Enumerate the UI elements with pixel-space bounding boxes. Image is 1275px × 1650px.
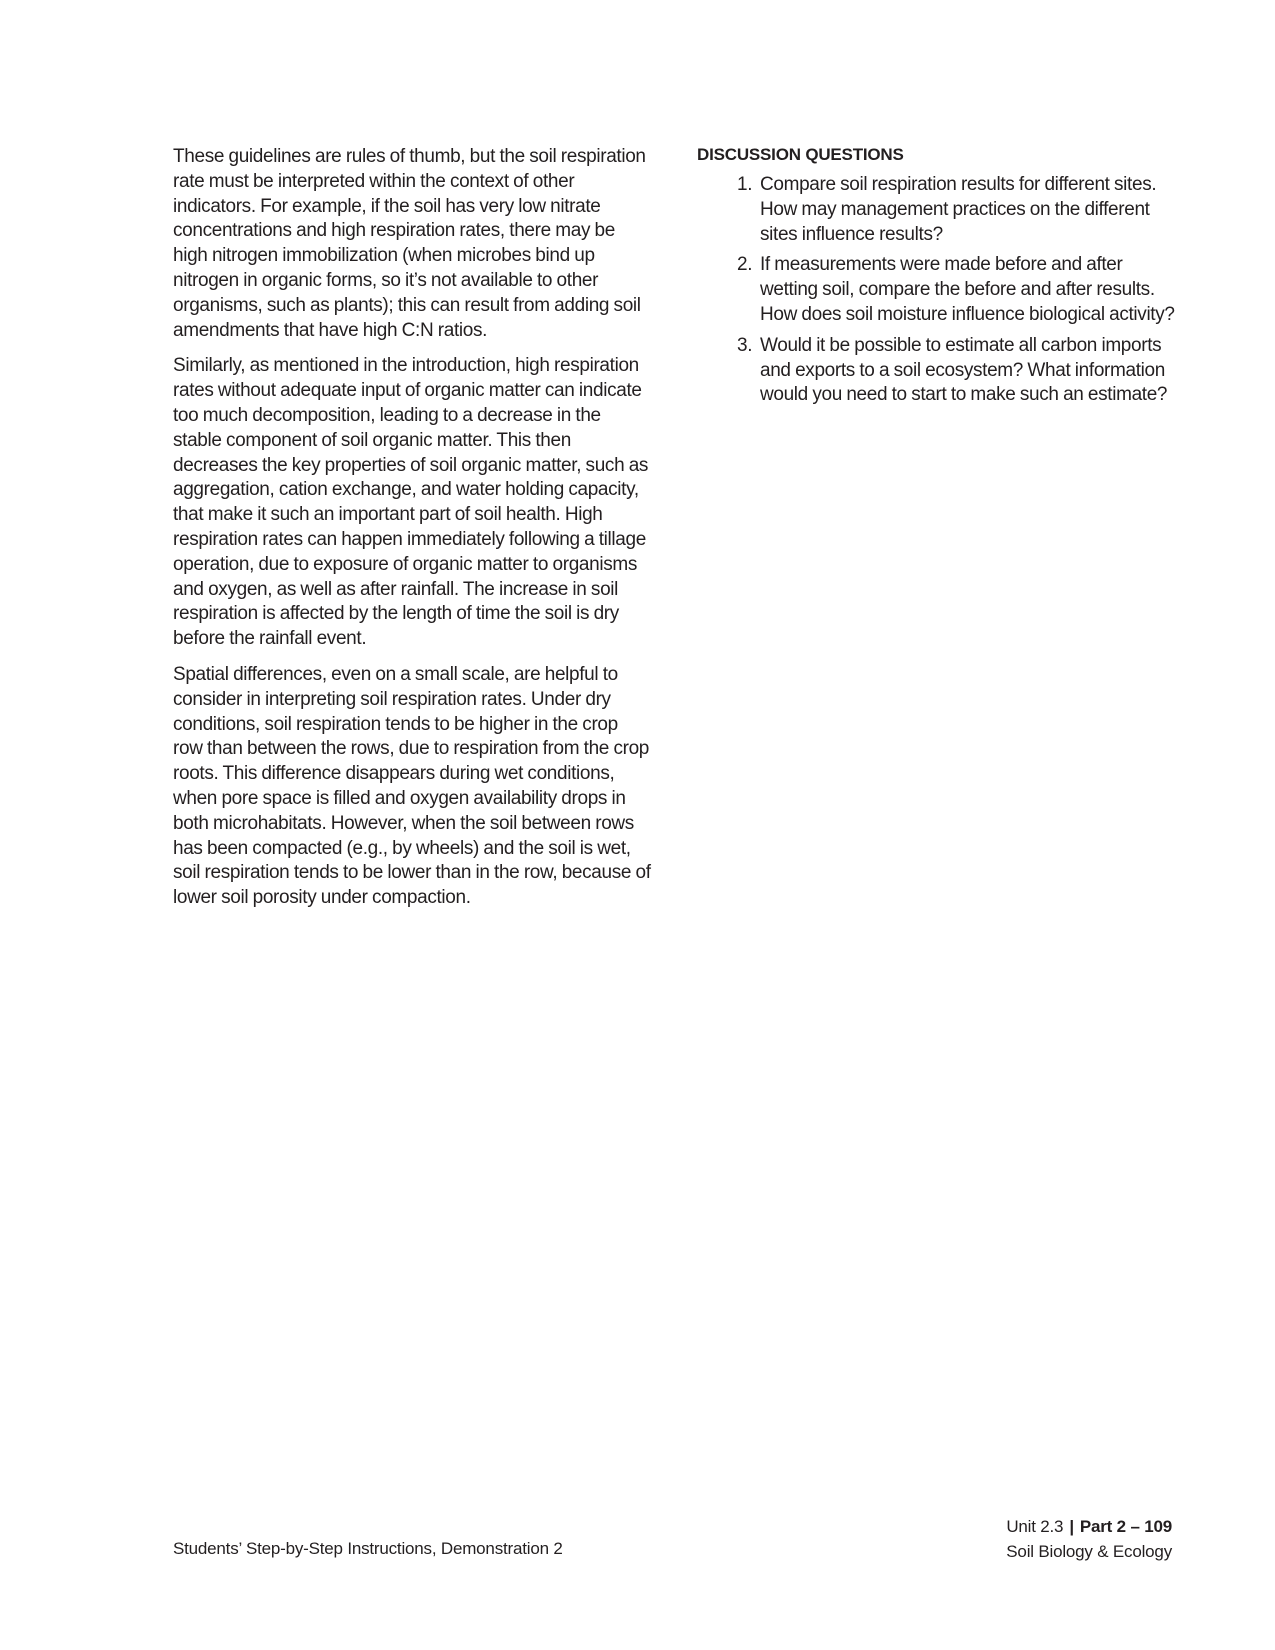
footer-unit-line [1006, 1514, 1172, 1539]
question-item [697, 253, 1175, 327]
right-column [697, 145, 1175, 414]
question-text: If measurements were made before and after wetting soil, compare the before and after results. How does soil moisture influence biological activity? [760, 254, 1175, 325]
left-column [173, 145, 651, 922]
paragraph-spatial-differences: Spatial differences, even on a small scale, are helpful to consider in interpreting soil respiration rates. Under dry conditions, soil respiration tends to be higher in the crop row than between the rows, due to respiration from the crop roots. This difference disappears during wet conditions, when pore space is filled and oxygen availability drops in both microhabitats. However, when the soil between rows has been compacted (e.g., by wheels) and the soil is wet, soil respiration tends to be lower than in the row, because of lower soil porosity under compaction. [173, 663, 651, 909]
discussion-questions-heading: DISCUSSION QUESTIONS [697, 145, 904, 164]
footer-document-title: Students’ Step-by-Step Instructions, Demonstration 2 [173, 1539, 563, 1558]
question-number: 2. [737, 254, 753, 276]
question-item [697, 173, 1175, 247]
question-text: Would it be possible to estimate all carbon imports and exports to a soil ecosystem? What information would you need to start to make such an estimate? [760, 334, 1168, 406]
discussion-questions-list [697, 173, 1175, 408]
question-number: 3. [737, 334, 753, 356]
footer-separator: | [1069, 1517, 1074, 1536]
footer-subtitle: Soil Biology & Ecology [1006, 1542, 1172, 1561]
footer-page-info [1006, 1514, 1172, 1564]
question-number: 1. [737, 174, 753, 195]
question-item [697, 334, 1175, 408]
paragraph-decomposition: Similarly, as mentioned in the introduction, high respiration rates without adequate input of organic matter can indicate too much decomposition, leading to a decrease in the stable component of soil organic matter. This then decreases the key properties of soil organic matter, such as aggregation, cation exchange, and water holding capacity, that make it such an important part of soil health. High respiration rates can happen immediately following a tillage operation, due to exposure of organic matter to organisms and oxygen, as well as after rainfall. The increase in soil respiration is affected by the length of time the soil is dry before the rainfall event. [173, 355, 649, 650]
paragraph-guidelines: These guidelines are rules of thumb, but the soil respiration rate must be interpreted within the context of other indicators. For example, if the soil has very low nitrate concentrations and high respiration rates, there may be high nitrogen immobilization (when microbes bind up nitrogen in organic forms, so it’s not available to other organisms, such as plants); this can result from adding soil amendments that have high C:N ratios. [173, 146, 646, 341]
question-text: Compare soil respiration results for different sites. How may management practices on the different sites influence results? [760, 174, 1157, 245]
footer-page-number: Part 2 – 109 [1079, 1517, 1172, 1536]
footer-unit: Unit 2.3 [1006, 1517, 1064, 1536]
